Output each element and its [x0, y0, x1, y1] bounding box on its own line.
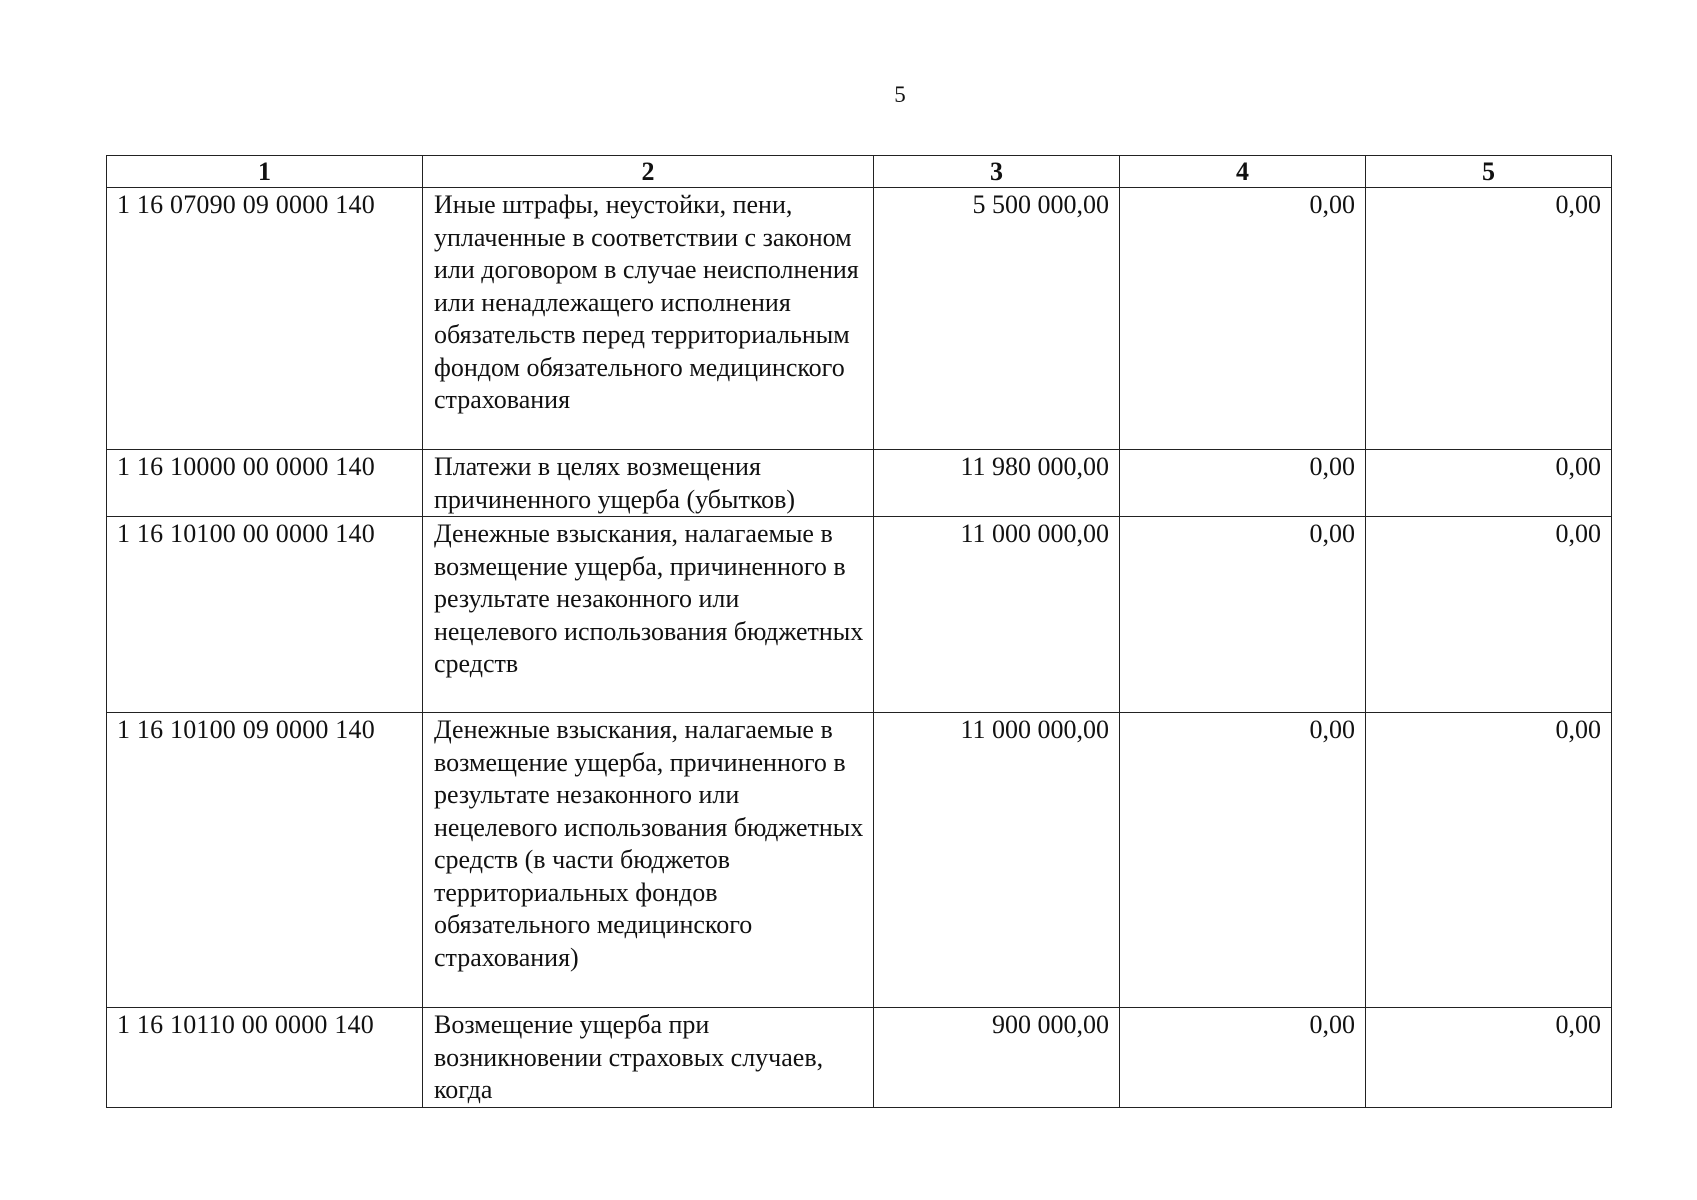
row-value-col3: 11 980 000,00: [874, 450, 1120, 517]
table-row: [107, 188, 1612, 450]
row-value-col3: 900 000,00: [874, 1008, 1120, 1108]
row-value-col4: 0,00: [1120, 517, 1366, 713]
page-number: 5: [894, 82, 906, 107]
row-name: Платежи в целях возмещения причиненного ущерба (убытков): [423, 450, 874, 517]
table-row: [107, 450, 1612, 517]
row-value-col4: 0,00: [1120, 450, 1366, 517]
column-header-3: 3: [874, 156, 1120, 188]
row-value-col4: 0,00: [1120, 1008, 1366, 1108]
row-code: 1 16 10100 00 0000 140: [107, 517, 423, 713]
row-value-col5: 0,00: [1366, 713, 1612, 1008]
row-code: 1 16 10100 09 0000 140: [107, 713, 423, 1008]
row-value-col3: 11 000 000,00: [874, 517, 1120, 713]
row-value-col4: 0,00: [1120, 713, 1366, 1008]
row-value-col5: 0,00: [1366, 450, 1612, 517]
row-name: Иные штрафы, неустойки, пени, уплаченные в соответствии с законом или договором в случае неисполнения или ненадлежащего исполнения обязательств перед территориальным фондом обязательного медицинского страхования: [423, 188, 874, 450]
row-value-col3: 5 500 000,00: [874, 188, 1120, 450]
row-value-col4: 0,00: [1120, 188, 1366, 450]
row-value-col5: 0,00: [1366, 188, 1612, 450]
table-row: [107, 1008, 1612, 1108]
row-value-col3: 11 000 000,00: [874, 713, 1120, 1008]
column-header-2: 2: [423, 156, 874, 188]
table-row: [107, 517, 1612, 713]
column-header-4: 4: [1120, 156, 1366, 188]
row-code: 1 16 10000 00 0000 140: [107, 450, 423, 517]
table-row: [107, 713, 1612, 1008]
row-name: Денежные взыскания, налагаемые в возмещение ущерба, причиненного в результате незаконного или нецелевого использования бюджетных средств: [423, 517, 874, 713]
row-name: Денежные взыскания, налагаемые в возмещение ущерба, причиненного в результате незаконного или нецелевого использования бюджетных средств (в части бюджетов территориальных фондов обязательного медицинского страхования): [423, 713, 874, 1008]
row-code: 1 16 07090 09 0000 140: [107, 188, 423, 450]
column-header-1: 1: [107, 156, 423, 188]
table-header-row: [107, 156, 1612, 188]
row-name: Возмещение ущерба при возникновении страховых случаев, когда: [423, 1008, 874, 1108]
column-header-5: 5: [1366, 156, 1612, 188]
row-value-col5: 0,00: [1366, 1008, 1612, 1108]
row-value-col5: 0,00: [1366, 517, 1612, 713]
revenue-table: [106, 155, 1612, 1108]
row-code: 1 16 10110 00 0000 140: [107, 1008, 423, 1108]
